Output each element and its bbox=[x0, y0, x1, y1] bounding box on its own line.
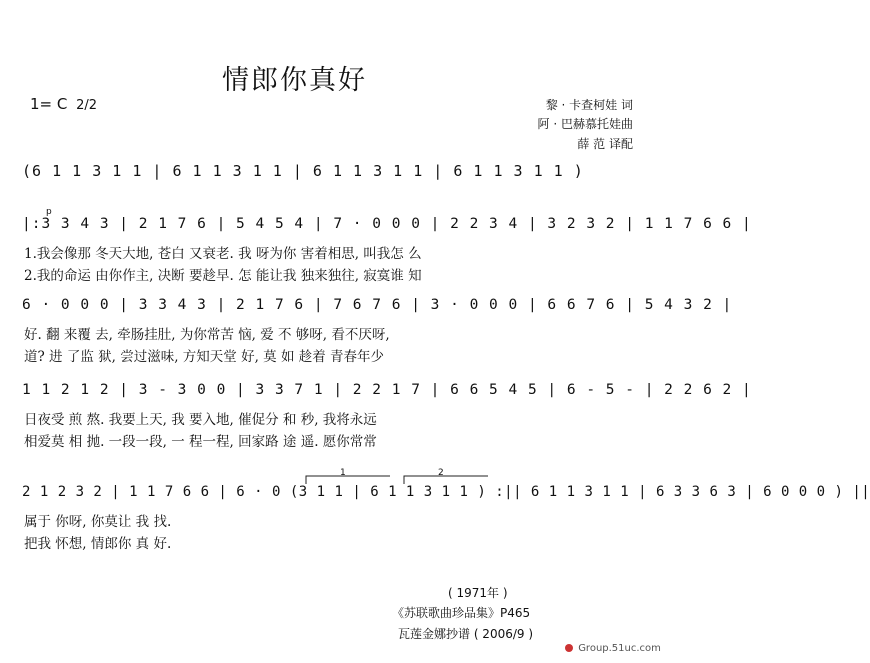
credit-translator: 薛 范 译配 bbox=[577, 137, 633, 151]
credit-lyricist: 黎 · 卡查柯娃 词 bbox=[545, 98, 633, 112]
system-1-lyric-verse-2: 2.我的命运 由你作主, 决断 要趁早. 怎 能让我 独来独往, 寂寞谁 知 bbox=[24, 268, 422, 284]
system-2-notes: 6 · 0 0 0 | 3 3 4 3 | 2 1 7 6 | 7 6 7 6 | 3 · 0 0 0 | 6 6 7 6 | 5 4 3 2 | bbox=[22, 297, 733, 313]
system-1-lyric-verse-1: 1.我会像那 冬天大地, 苍白 又衰老. 我 呀为你 害着相思, 叫我怎 么 bbox=[24, 246, 422, 262]
system-1-notes: |:3 3 4 3 | 2 1 7 6 | 5 4 5 4 | 7 · 0 0 0 | 2 2 3 4 | 3 2 3 2 | 1 1 7 6 6 | bbox=[22, 216, 752, 232]
song-title: 情郎你真好 bbox=[222, 65, 367, 96]
dynamic-marking: p bbox=[46, 207, 52, 217]
system-3-lyric-verse-1: 日夜受 煎 熬. 我要上天, 我 要入地, 催促分 和 秒, 我将永远 bbox=[24, 412, 377, 428]
credit-composer: 阿 · 巴赫慕托娃曲 bbox=[537, 117, 633, 131]
intro-notes: (6 1 1 3 1 1 | 6 1 1 3 1 1 | 6 1 1 3 1 1 | 6 1 1 3 1 1 ) bbox=[22, 162, 584, 180]
footer-source: 《苏联歌曲珍品集》P465 bbox=[392, 606, 531, 620]
volta-2-label: 2 bbox=[438, 468, 444, 478]
key-signature: 1= C bbox=[30, 95, 68, 113]
footer-year: ( 1971年 ) bbox=[448, 586, 508, 600]
time-signature: 2/2 bbox=[76, 98, 98, 113]
system-4-lyric-verse-2: 把我 怀想, 情郎你 真 好. bbox=[24, 536, 172, 552]
system-3-notes: 1 1 2 1 2 | 3 - 3 0 0 | 3 3 7 1 | 2 2 1 7 | 6 6 5 4 5 | 6 - 5 - | 2 2 6 2 | bbox=[22, 382, 752, 398]
system-2-lyric-verse-2: 道? 进 了监 狱, 尝过滋味, 方知天堂 好, 莫 如 趁着 青春年少 bbox=[24, 349, 385, 365]
watermark-icon bbox=[565, 644, 573, 652]
system-2-lyric-verse-1: 好. 翻 来覆 去, 牵肠挂肚, 为你常苦 恼, 爱 不 够呀, 看不厌呀, bbox=[24, 327, 390, 343]
volta-1-label: 1 bbox=[340, 468, 346, 478]
system-4-lyric-verse-1: 属于 你呀, 你莫让 我 找. bbox=[24, 514, 172, 530]
watermark-text: Group.51uc.com bbox=[578, 643, 661, 654]
system-4-notes: 2 1 2 3 2 | 1 1 7 6 6 | 6 · 0 (3 1 1 | 6 1 1 3 1 1 ) :|| 6 1 1 3 1 1 | 6 3 3 6 3 | 6 0 0 0 ) || bbox=[22, 484, 870, 500]
system-3-lyric-verse-2: 相爱莫 相 抛. 一段一段, 一 程一程, 回家路 途 遥. 愿你常常 bbox=[24, 434, 377, 450]
footer-transcriber: 瓦莲金娜抄谱 ( 2006/9 ) bbox=[398, 627, 534, 641]
watermark bbox=[565, 643, 661, 654]
